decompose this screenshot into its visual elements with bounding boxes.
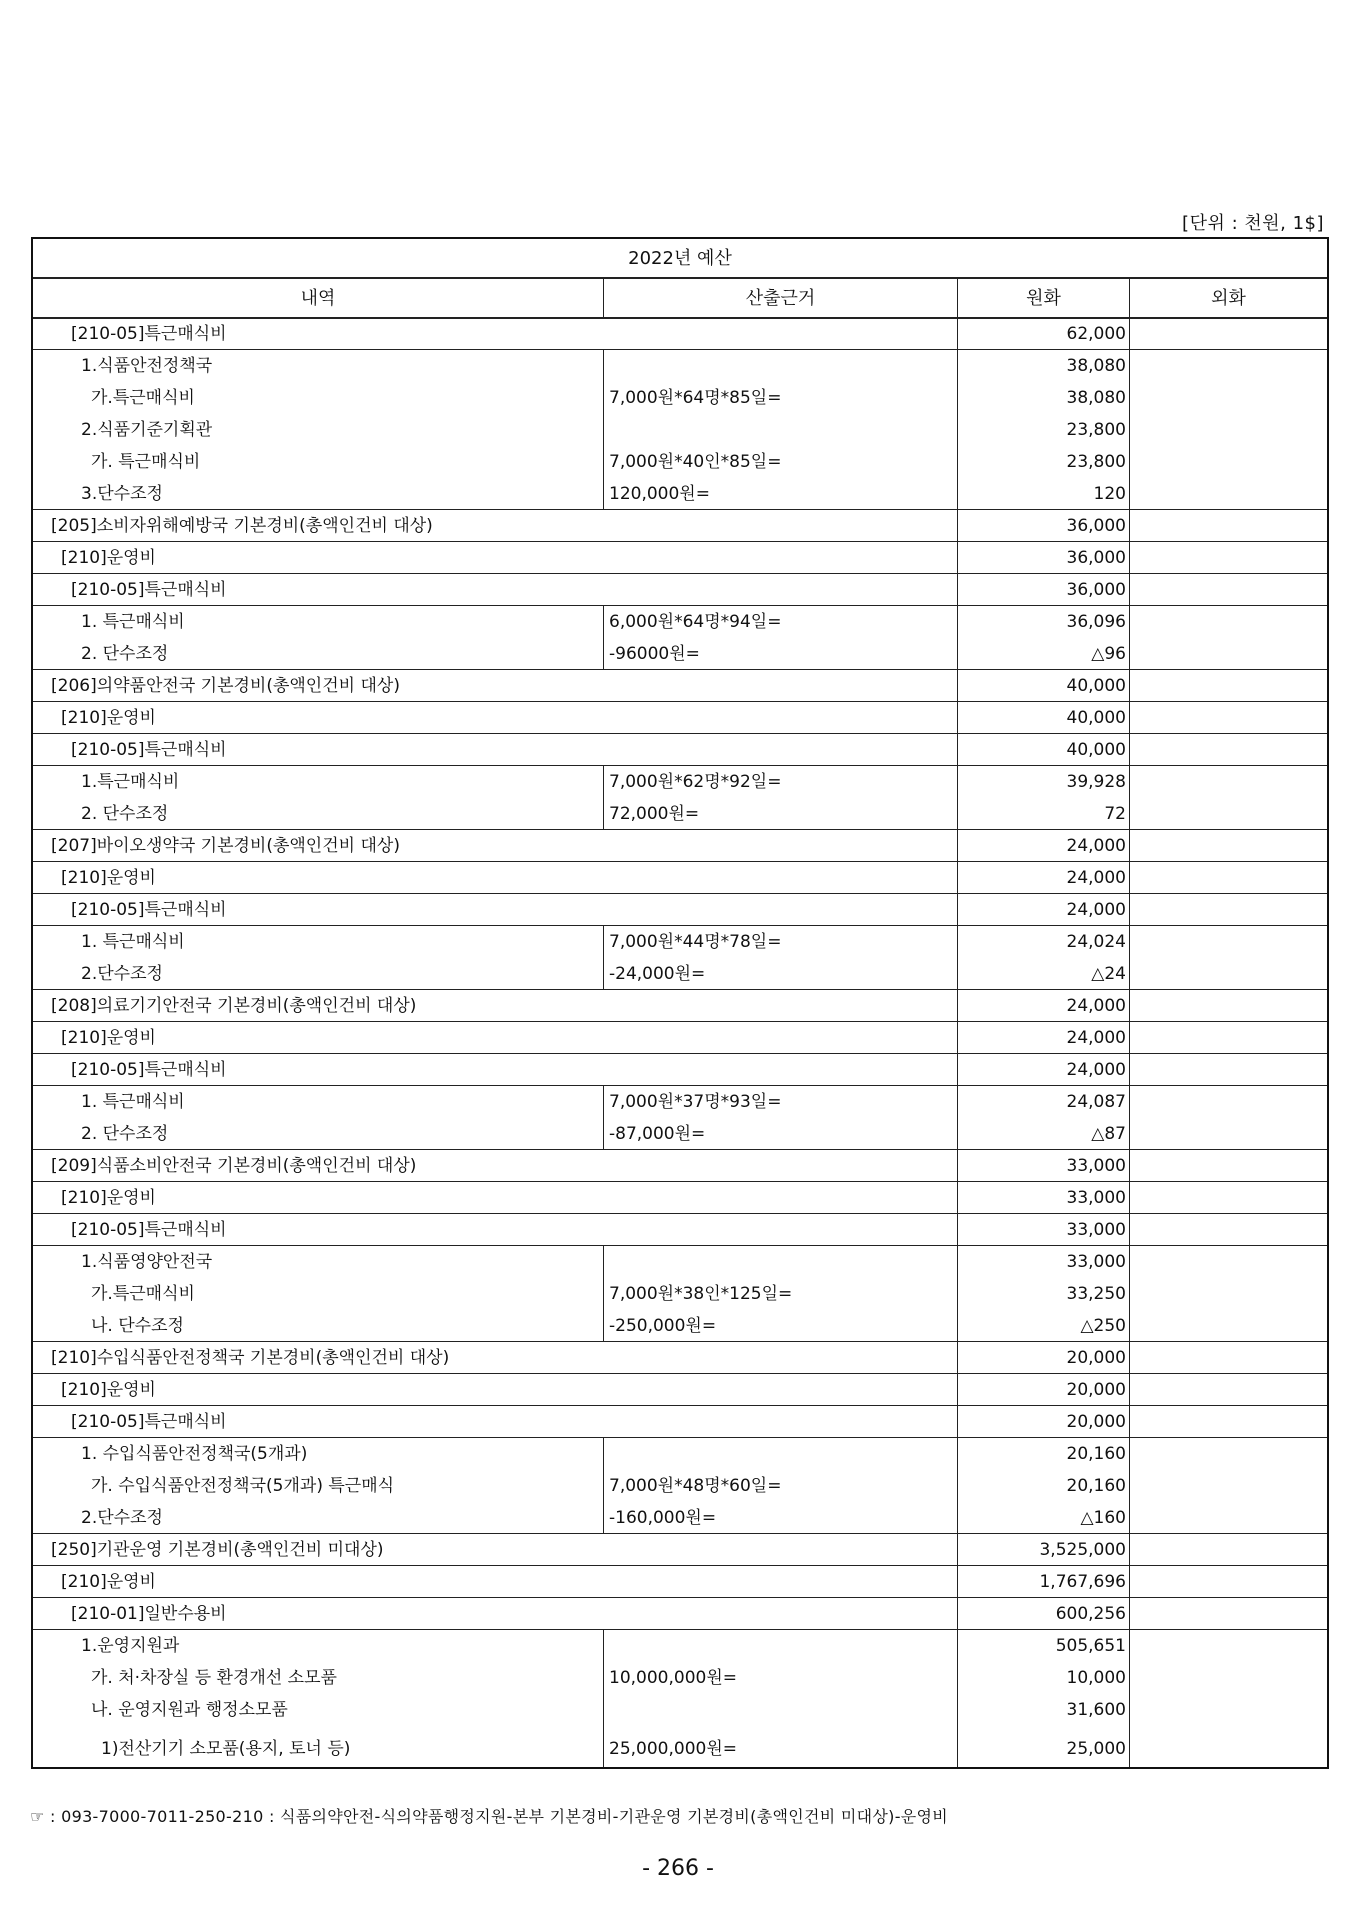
row-basis: 25,000,000원= [609,1739,738,1759]
row-description: 2. 단수조정 [81,804,169,824]
table-row [33,1405,1327,1437]
header-basis: 산출근거 [745,288,816,309]
table-row [33,1629,1327,1661]
row-description: [210]운영비 [61,1028,156,1048]
table-row [33,637,1327,669]
account-code-note: ☞ : 093-7000-7011-250-210 : 식품의약안전-식의약품행정지원-본부 기본경비-기관운영 기본경비(총액인건비 미대상)-운영비 [30,1807,949,1826]
table-row [33,413,1327,445]
row-basis: 7,000원*37명*93일= [609,1092,782,1112]
row-description: [206]의약품안전국 기본경비(총액인건비 대상) [51,676,400,696]
row-fx-amount [1133,861,1323,893]
row-krw-amount: 10,000 [1066,1668,1126,1688]
row-description: [210]운영비 [61,868,156,888]
row-krw-amount: 120 [1093,484,1126,504]
table-row [33,669,1327,701]
table-row [33,1245,1327,1277]
row-krw-amount: 36,000 [1066,580,1126,600]
row-fx-amount [1133,1309,1323,1341]
row-krw-amount: 24,000 [1066,1028,1126,1048]
row-description: 1)전산기기 소모품(용지, 토너 등) [101,1739,351,1759]
row-fx-amount [1133,1149,1323,1181]
table-row [33,1469,1327,1501]
row-fx-amount [1133,605,1323,637]
table-row [33,541,1327,573]
row-fx-amount [1133,1725,1323,1767]
row-description: 2. 단수조정 [81,644,169,664]
table-row [33,381,1327,413]
row-fx-amount [1133,1597,1323,1629]
row-description: [210-05]특근매식비 [71,580,227,600]
row-basis: 7,000원*48명*60일= [609,1476,782,1496]
row-fx-amount [1133,445,1323,477]
row-description: 1. 특근매식비 [81,1092,185,1112]
page-number: - 266 - [642,1856,714,1881]
row-krw-amount: 23,800 [1066,420,1126,440]
row-basis: 7,000원*64명*85일= [609,388,782,408]
row-description: [208]의료기기안전국 기본경비(총액인건비 대상) [51,996,417,1016]
row-basis: 10,000,000원= [609,1668,738,1688]
row-krw-amount: 24,000 [1066,996,1126,1016]
header-krw: 원화 [1026,288,1061,309]
row-krw-amount: 33,000 [1066,1252,1126,1272]
row-basis [605,349,955,381]
row-krw-amount: 20,000 [1066,1380,1126,1400]
row-basis [605,1245,955,1277]
row-description: 가.특근매식비 [91,388,195,408]
row-fx-amount [1133,989,1323,1021]
row-fx-amount [1133,701,1323,733]
row-fx-amount [1133,765,1323,797]
table-row [33,1725,1327,1767]
table-row [33,1341,1327,1373]
row-fx-amount [1133,1661,1323,1693]
row-description: 1.식품영양안전국 [81,1252,213,1272]
row-description: 가. 수입식품안전정책국(5개과) 특근매식 [91,1476,395,1496]
table-row [33,1149,1327,1181]
table-row [33,1085,1327,1117]
row-krw-amount: 20,000 [1066,1412,1126,1432]
table-header-row [33,279,1327,317]
row-description: [210]운영비 [61,1188,156,1208]
row-description: 1. 수입식품안전정책국(5개과) [81,1444,308,1464]
row-krw-amount: 62,000 [1066,324,1126,344]
table-row [33,925,1327,957]
row-fx-amount [1133,797,1323,829]
table-row [33,1661,1327,1693]
row-description: [210]운영비 [61,708,156,728]
table-row [33,1597,1327,1629]
row-description: 나. 단수조정 [91,1316,184,1336]
row-description: 1.운영지원과 [81,1636,180,1656]
row-krw-amount: 24,000 [1066,868,1126,888]
row-fx-amount [1133,1501,1323,1533]
row-description: [210-05]특근매식비 [71,324,227,344]
table-row [33,1277,1327,1309]
row-krw-amount: 24,000 [1066,836,1126,856]
row-krw-amount: 40,000 [1066,708,1126,728]
row-basis: -160,000원= [609,1508,717,1528]
row-krw-amount: 72 [1104,804,1126,824]
header-desc: 내역 [300,288,336,309]
row-fx-amount [1133,509,1323,541]
row-fx-amount [1133,1469,1323,1501]
row-fx-amount [1133,541,1323,573]
row-fx-amount [1133,573,1323,605]
row-description: 가. 처·차장실 등 환경개선 소모품 [91,1668,337,1688]
row-fx-amount [1133,1629,1323,1661]
row-description: [210-05]특근매식비 [71,740,227,760]
row-description: 2.단수조정 [81,964,163,984]
row-fx-amount [1133,957,1323,989]
row-description: 3.단수조정 [81,484,163,504]
row-description: [210]운영비 [61,1572,156,1592]
row-fx-amount [1133,1405,1323,1437]
table-row [33,1533,1327,1565]
row-fx-amount [1133,1277,1323,1309]
row-basis [605,1437,955,1469]
table-row [33,1373,1327,1405]
row-krw-amount: 39,928 [1066,772,1126,792]
unit-label: [단위 : 천원, 1$] [1182,213,1324,234]
row-fx-amount [1133,637,1323,669]
row-description: [209]식품소비안전국 기본경비(총액인건비 대상) [51,1156,417,1176]
table-row [33,573,1327,605]
row-krw-amount: 31,600 [1066,1700,1126,1720]
row-fx-amount [1133,1565,1323,1597]
row-krw-amount: △24 [1091,964,1126,984]
row-fx-amount [1133,1085,1323,1117]
table-row [33,1693,1327,1725]
row-basis: 7,000원*44명*78일= [609,932,782,952]
table-row [33,829,1327,861]
row-krw-amount: △160 [1080,1508,1126,1528]
row-fx-amount [1133,317,1323,349]
header-fx: 외화 [1211,288,1246,309]
row-fx-amount [1133,1053,1323,1085]
row-fx-amount [1133,349,1323,381]
table-body [33,317,1327,1767]
table-row [33,1117,1327,1149]
table-row [33,957,1327,989]
table-row [33,509,1327,541]
row-krw-amount: 24,000 [1066,1060,1126,1080]
row-description: 2. 단수조정 [81,1124,169,1144]
row-fx-amount [1133,1693,1323,1725]
row-description: 1. 특근매식비 [81,612,185,632]
row-description: [207]바이오생약국 기본경비(총액인건비 대상) [51,836,400,856]
row-description: 2.단수조정 [81,1508,163,1528]
row-krw-amount: 1,767,696 [1039,1572,1126,1592]
row-krw-amount: 23,800 [1066,452,1126,472]
row-description: [210-01]일반수용비 [71,1604,227,1624]
row-description: 1.특근매식비 [81,772,180,792]
row-fx-amount [1133,1181,1323,1213]
table-row [33,605,1327,637]
row-description: 가. 특근매식비 [91,452,201,472]
row-fx-amount [1133,1437,1323,1469]
row-krw-amount: 24,000 [1066,900,1126,920]
row-description: [210]운영비 [61,548,156,568]
row-description: [210-05]특근매식비 [71,1412,227,1432]
row-description: 2.식품기준기획관 [81,420,213,440]
row-krw-amount: 36,000 [1066,516,1126,536]
row-krw-amount: 33,000 [1066,1156,1126,1176]
table-row [33,733,1327,765]
row-krw-amount: 36,000 [1066,548,1126,568]
table-row [33,989,1327,1021]
row-krw-amount: 24,024 [1066,932,1126,952]
row-krw-amount: △87 [1091,1124,1126,1144]
row-basis: 120,000원= [609,484,710,504]
row-krw-amount: 20,160 [1066,1476,1126,1496]
row-description: 나. 운영지원과 행정소모품 [91,1700,288,1720]
table-row [33,1021,1327,1053]
row-basis: 7,000원*62명*92일= [609,772,782,792]
row-basis: 7,000원*40인*85일= [609,452,782,472]
row-description: [210-05]특근매식비 [71,900,227,920]
row-basis: -96000원= [609,644,700,664]
row-krw-amount: 33,000 [1066,1220,1126,1240]
table-row [33,477,1327,509]
row-krw-amount: 3,525,000 [1039,1540,1126,1560]
row-krw-amount: △250 [1080,1316,1126,1336]
row-fx-amount [1133,1373,1323,1405]
row-description: 가.특근매식비 [91,1284,195,1304]
row-krw-amount: 36,096 [1066,612,1126,632]
row-krw-amount: 20,160 [1066,1444,1126,1464]
row-fx-amount [1133,1533,1323,1565]
table-row [33,1309,1327,1341]
table-row [33,701,1327,733]
row-fx-amount [1133,381,1323,413]
row-fx-amount [1133,733,1323,765]
row-fx-amount [1133,1021,1323,1053]
table-row [33,349,1327,381]
row-krw-amount: △96 [1091,644,1126,664]
row-krw-amount: 38,080 [1066,356,1126,376]
row-description: [210]운영비 [61,1380,156,1400]
row-krw-amount: 25,000 [1066,1739,1126,1759]
row-krw-amount: 600,256 [1055,1604,1126,1624]
row-basis: 6,000원*64명*94일= [609,612,782,632]
row-fx-amount [1133,925,1323,957]
row-fx-amount [1133,893,1323,925]
table-row [33,317,1327,349]
row-description: 1.식품안전정책국 [81,356,213,376]
budget-table [31,237,1329,1769]
row-description: [210-05]특근매식비 [71,1060,227,1080]
table-row [33,797,1327,829]
table-row [33,1437,1327,1469]
table-row [33,893,1327,925]
table-row [33,1181,1327,1213]
row-basis: 7,000원*38인*125일= [609,1284,793,1304]
row-krw-amount: 38,080 [1066,388,1126,408]
row-description: [210-05]특근매식비 [71,1220,227,1240]
row-basis: -250,000원= [609,1316,717,1336]
row-krw-amount: 24,087 [1066,1092,1126,1112]
row-description: [250]기관운영 기본경비(총액인건비 미대상) [51,1540,384,1560]
table-row [33,1501,1327,1533]
row-description: [205]소비자위해예방국 기본경비(총액인건비 대상) [51,516,433,536]
row-fx-amount [1133,1245,1323,1277]
table-row [33,1213,1327,1245]
row-basis: 72,000원= [609,804,700,824]
row-basis [605,1629,955,1661]
row-fx-amount [1133,1213,1323,1245]
row-krw-amount: 20,000 [1066,1348,1126,1368]
row-krw-amount: 33,250 [1066,1284,1126,1304]
row-description: [210]수입식품안전정책국 기본경비(총액인건비 대상) [51,1348,450,1368]
row-basis: -87,000원= [609,1124,706,1144]
row-fx-amount [1133,477,1323,509]
table-row [33,861,1327,893]
row-basis [605,413,955,445]
table-row [33,1053,1327,1085]
row-fx-amount [1133,829,1323,861]
table-row [33,445,1327,477]
row-fx-amount [1133,1117,1323,1149]
row-fx-amount [1133,669,1323,701]
row-basis: -24,000원= [609,964,706,984]
row-krw-amount: 33,000 [1066,1188,1126,1208]
table-row [33,1565,1327,1597]
row-krw-amount: 505,651 [1055,1636,1126,1656]
row-krw-amount: 40,000 [1066,740,1126,760]
row-fx-amount [1133,413,1323,445]
row-krw-amount: 40,000 [1066,676,1126,696]
row-basis [605,1693,955,1725]
table-title: 2022년 예산 [628,248,732,269]
table-row [33,765,1327,797]
row-fx-amount [1133,1341,1323,1373]
row-description: 1. 특근매식비 [81,932,185,952]
